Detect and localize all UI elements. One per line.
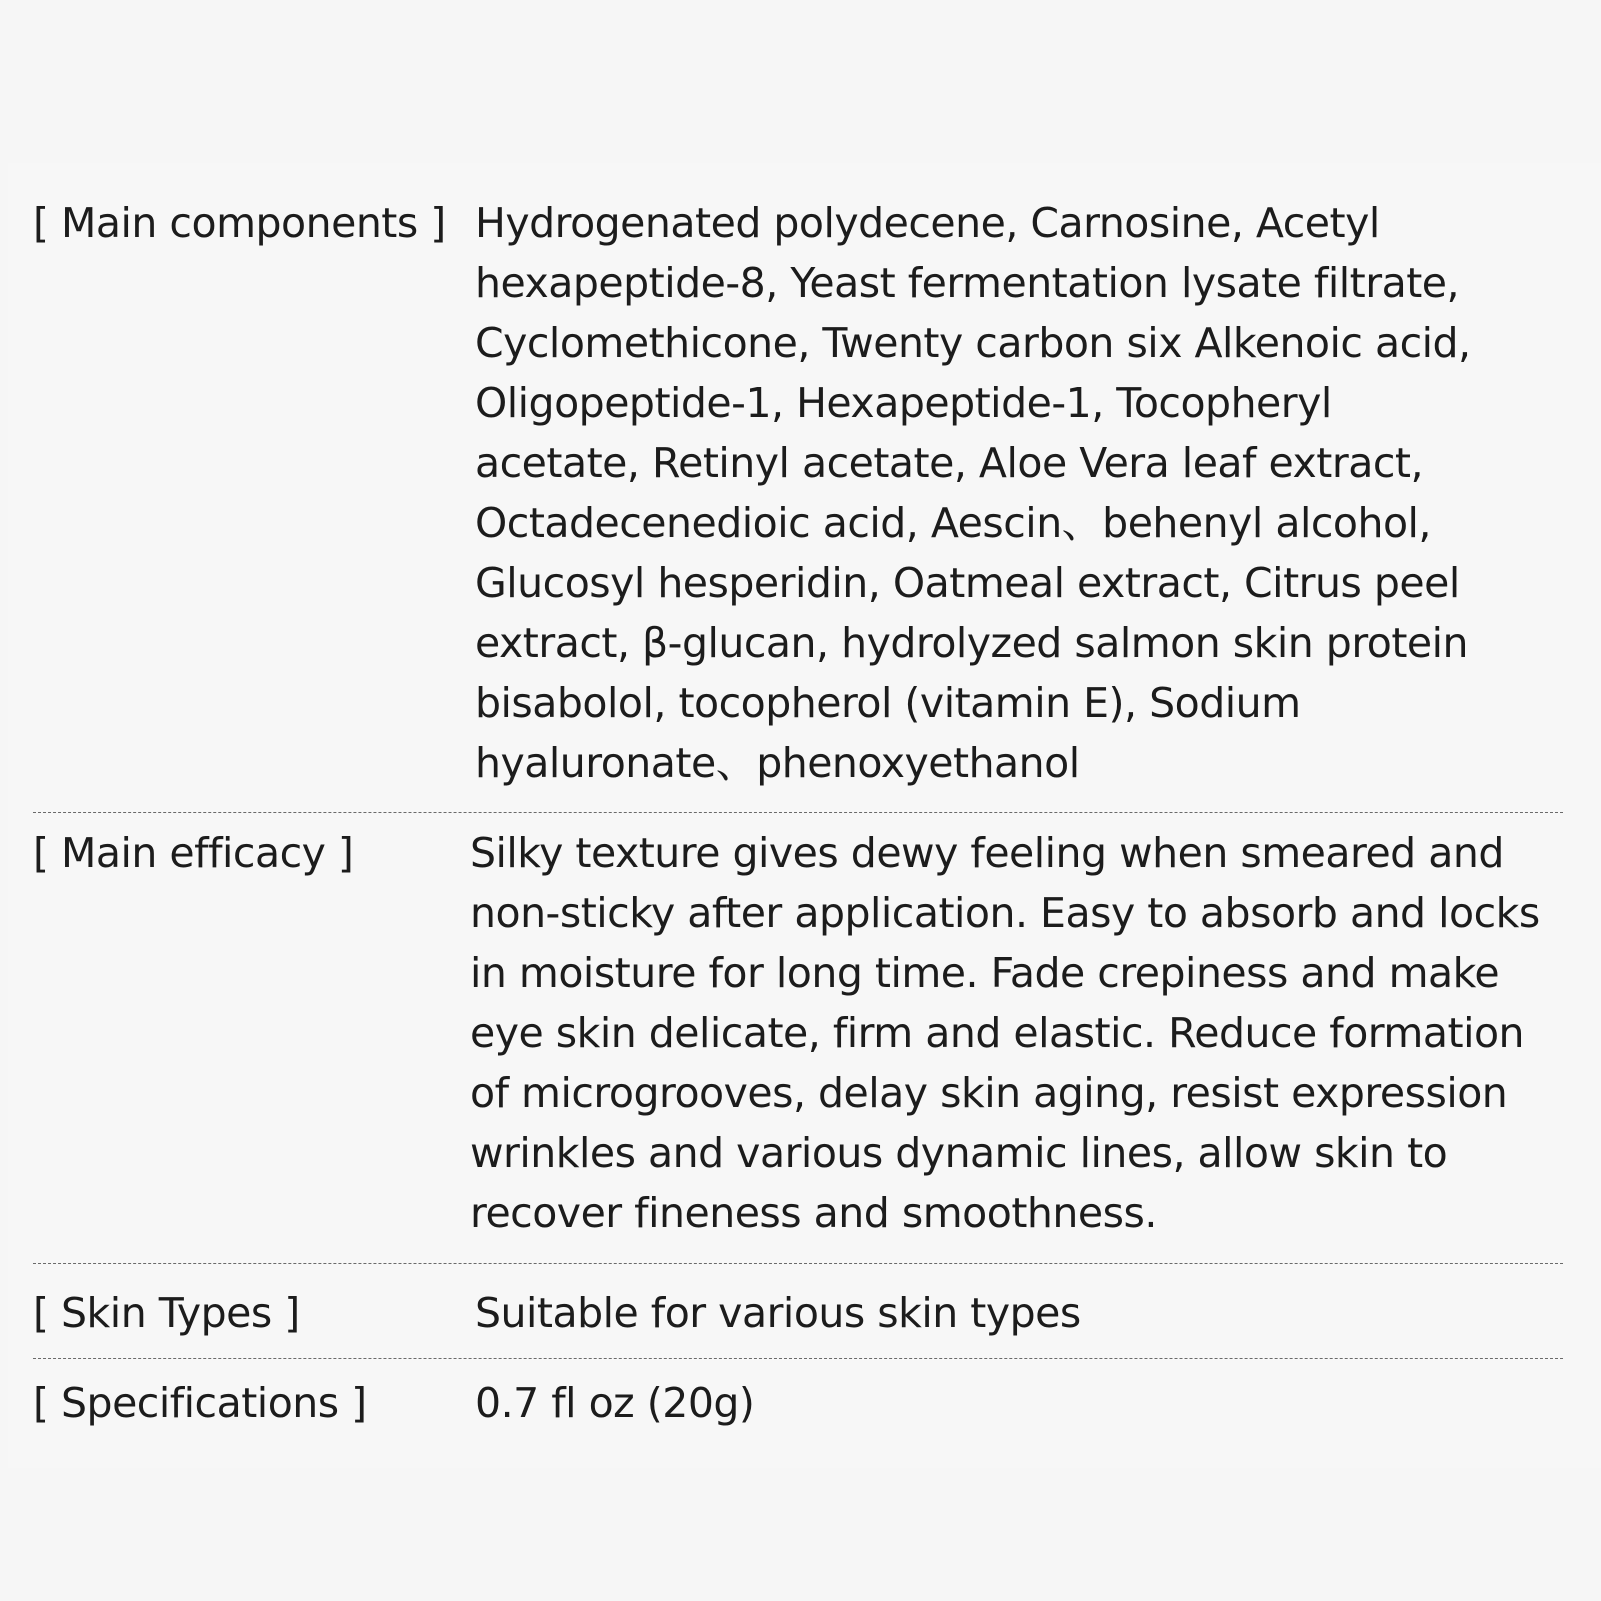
spec-value-main-components: Hydrogenated polydecene, Carnosine, Acetyl hexapeptide-8, Yeast fermentation lysate filtrate, Cyclomethicone, Twenty carbon six Alkenoic acid, Oligopeptide-1, Hexapeptide-1, Tocopheryl acetate, Retinyl acetate, Aloe Vera leaf extract, Octadecenedioic acid, Aescin、behenyl alcohol, Glucosyl hesperidin, Oatmeal extract, Citrus peel extract, β-glucan, hydrolyzed salmon skin protein bisabolol, tocopherol (vitamin E), Sodium hyaluronate、phenoxyethanol — [475, 199, 1471, 787]
spec-label-main-efficacy: [ Main efficacy ] — [33, 829, 354, 877]
spec-label-main-components: [ Main components ] — [33, 199, 446, 247]
spec-value-specifications: 0.7 fl oz (20g) — [475, 1379, 755, 1427]
dashed-divider — [33, 1263, 1563, 1264]
dashed-divider — [33, 812, 1563, 813]
dashed-divider — [33, 1358, 1563, 1359]
spec-label-skin-types: [ Skin Types ] — [33, 1289, 300, 1337]
spec-value-main-efficacy: Silky texture gives dewy feeling when smeared and non-sticky after application. Easy to absorb and locks in moisture for long time. Fade crepiness and make eye skin delicate, firm and elastic. Reduce formation of microgrooves, delay skin aging, resist expression wrinkles and various dynamic lines, allow skin to recover fineness and smoothness. — [470, 829, 1540, 1237]
spec-label-specifications: [ Specifications ] — [33, 1379, 367, 1427]
spec-value-skin-types: Suitable for various skin types — [475, 1289, 1081, 1337]
